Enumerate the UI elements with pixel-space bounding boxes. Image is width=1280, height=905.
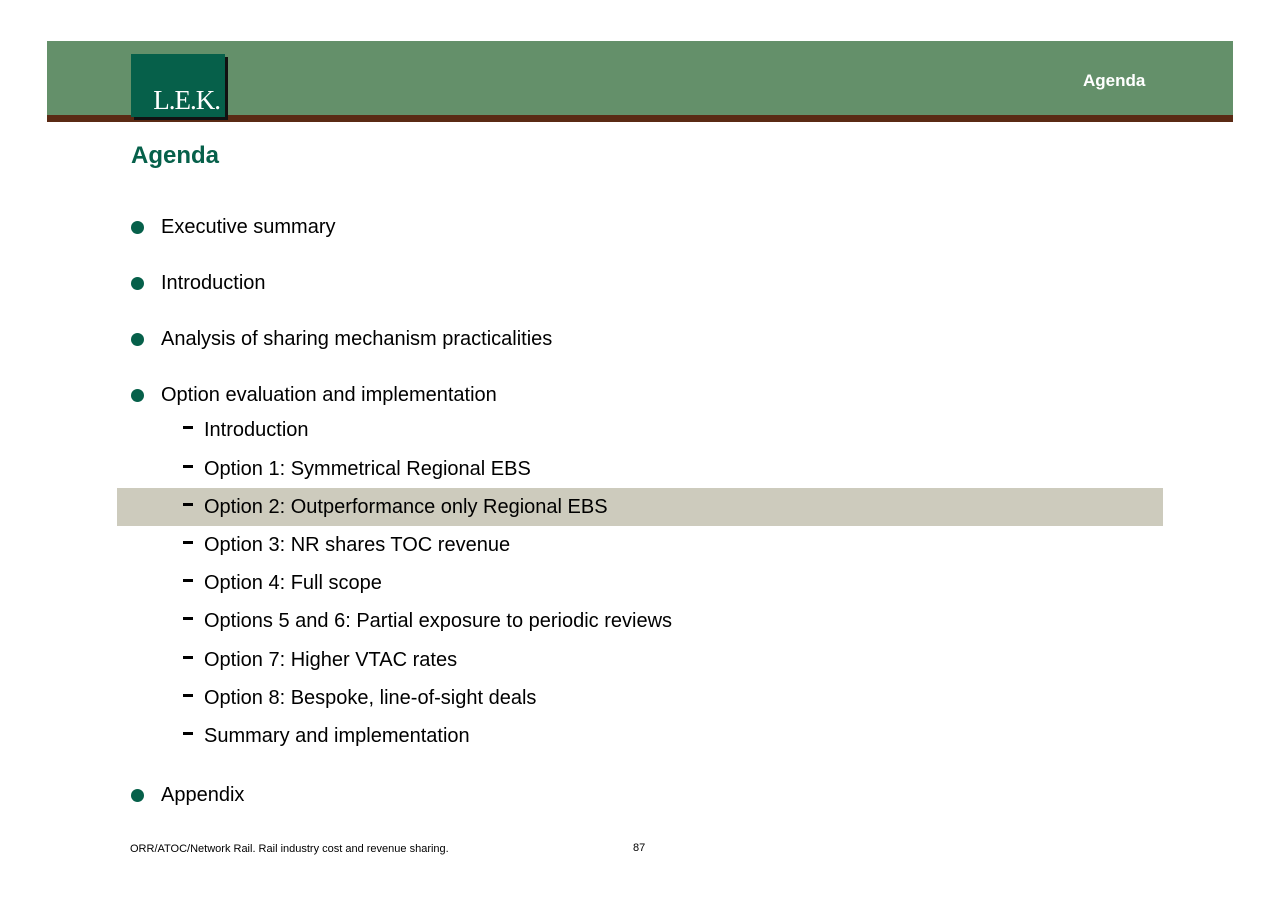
logo-text: L.E.K. bbox=[153, 85, 220, 115]
agenda-subitem-label: Option 2: Outperformance only Regional EBS bbox=[204, 495, 608, 518]
agenda-subitem-label: Option 4: Full scope bbox=[204, 571, 382, 594]
agenda-subitem bbox=[183, 532, 510, 558]
dash-icon bbox=[183, 426, 193, 429]
agenda-subitem bbox=[183, 417, 309, 443]
agenda-item-option-evaluation bbox=[131, 382, 497, 408]
dash-icon bbox=[183, 732, 193, 735]
bullet-icon bbox=[131, 333, 144, 346]
dash-icon bbox=[183, 617, 193, 620]
agenda-subitem-label: Introduction bbox=[204, 418, 309, 441]
agenda-subitem bbox=[183, 456, 531, 482]
agenda-subitem bbox=[183, 570, 382, 596]
agenda-item-appendix bbox=[131, 782, 244, 808]
page-title: Agenda bbox=[131, 142, 220, 169]
agenda-subitem-label: Option 1: Symmetrical Regional EBS bbox=[204, 457, 531, 480]
header-section-label: Agenda bbox=[1083, 71, 1146, 90]
agenda-subitem bbox=[183, 723, 470, 749]
agenda-subitem-label: Option 8: Bespoke, line-of-sight deals bbox=[204, 686, 537, 709]
agenda-subitem-current bbox=[183, 494, 608, 520]
footer-source: ORR/ATOC/Network Rail. Rail industry cost and revenue sharing. bbox=[130, 843, 449, 855]
dash-icon bbox=[183, 579, 193, 582]
bullet-icon bbox=[131, 221, 144, 234]
agenda-item-label: Option evaluation and implementation bbox=[161, 383, 497, 406]
agenda-subitem-label: Option 3: NR shares TOC revenue bbox=[204, 533, 511, 556]
agenda-item-analysis bbox=[131, 326, 552, 352]
dash-icon bbox=[183, 503, 193, 506]
agenda-subitem bbox=[183, 647, 457, 673]
agenda-item-label: Introduction bbox=[161, 271, 266, 294]
agenda-item-label: Appendix bbox=[161, 783, 245, 806]
bullet-icon bbox=[131, 789, 144, 802]
agenda-subitem-label: Option 7: Higher VTAC rates bbox=[204, 648, 458, 671]
agenda-item-label: Analysis of sharing mechanism practicalities bbox=[161, 327, 553, 350]
dash-icon bbox=[183, 694, 193, 697]
agenda-item-executive-summary bbox=[131, 214, 336, 240]
page-number: 87 bbox=[633, 842, 646, 854]
dash-icon bbox=[183, 656, 193, 659]
agenda-subitem bbox=[183, 608, 672, 634]
agenda-subitem-label: Options 5 and 6: Partial exposure to periodic reviews bbox=[204, 609, 673, 632]
dash-icon bbox=[183, 465, 193, 468]
bullet-icon bbox=[131, 277, 144, 290]
agenda-item-introduction bbox=[131, 270, 266, 296]
agenda-subitem bbox=[183, 685, 536, 711]
bullet-icon bbox=[131, 389, 144, 402]
dash-icon bbox=[183, 541, 193, 544]
agenda-subitem-label: Summary and implementation bbox=[204, 724, 470, 747]
agenda-item-label: Executive summary bbox=[161, 215, 336, 238]
lek-logo bbox=[131, 54, 225, 117]
